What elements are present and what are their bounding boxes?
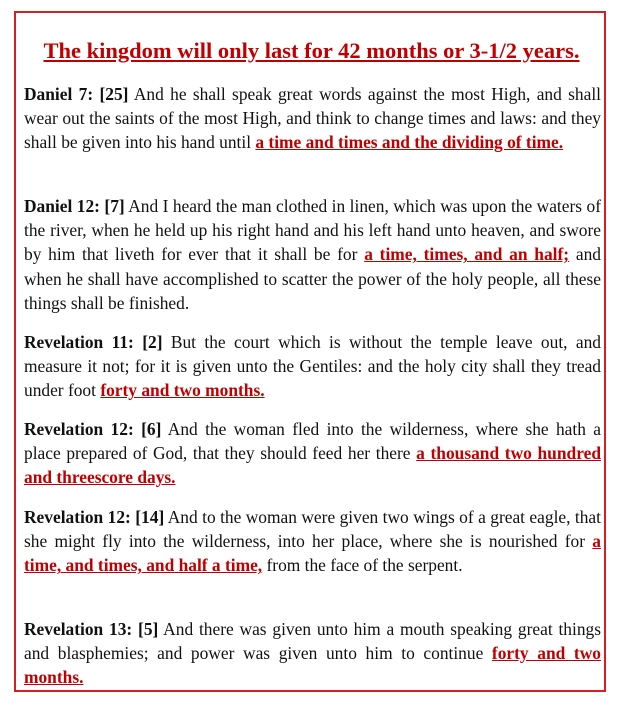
page-title: The kingdom will only last for 42 months or 3-1/2 years. bbox=[43, 38, 580, 63]
verse-highlight: a time, times, and an half; bbox=[364, 244, 570, 265]
verse-book: Daniel 12: bbox=[24, 196, 100, 216]
verse-revelation-11-2 bbox=[24, 330, 601, 403]
verse-text-after: from the face of the serpent. bbox=[262, 555, 463, 576]
verse-highlight: a thousand two hundred and threescore days. bbox=[24, 443, 601, 488]
verse-text: And to the woman were given two wings of a great eagle, that she might fly into the wilderness, into her place, where she is nourished for bbox=[24, 507, 601, 552]
verse-text: And I heard the man clothed in linen, which was upon the waters of the river, when he held up his right hand and his left hand unto heaven, and swore by him that liveth for ever that it shall be for bbox=[24, 196, 601, 265]
verse-text: And there was given unto him a mouth speaking great things and blasphemies; and power was given unto him to continue bbox=[24, 619, 601, 664]
verse-book: Daniel 7: bbox=[24, 84, 94, 104]
verse-text: But the court which is without the temple leave out, and measure it not; for it is given unto the Gentiles: and the holy city shall they tread under foot bbox=[24, 332, 601, 401]
verse-book: Revelation 13: bbox=[24, 619, 133, 639]
verse-number: [25] bbox=[99, 84, 129, 104]
verse-reference bbox=[24, 84, 128, 104]
verse-text: And he shall speak great words against the most High, and shall wear out the saints of the most High, and think to change times and laws: and they shall be given into his hand until bbox=[24, 84, 601, 153]
verse-book: Revelation 12: bbox=[24, 419, 134, 439]
verse-number: [7] bbox=[104, 196, 125, 216]
verse-revelation-13-5 bbox=[24, 617, 601, 690]
verse-revelation-12-14 bbox=[24, 505, 601, 578]
verse-daniel-12-7 bbox=[24, 194, 601, 315]
verse-highlight: a time, and times, and half a time, bbox=[24, 531, 601, 576]
verse-number: [5] bbox=[138, 619, 159, 639]
verse-book: Revelation 12: bbox=[24, 507, 131, 527]
verse-number: [6] bbox=[141, 419, 162, 439]
verse-reference bbox=[24, 419, 161, 439]
verse-highlight: forty and two months. bbox=[100, 380, 265, 401]
verse-reference bbox=[24, 507, 164, 527]
verse-number: [2] bbox=[142, 332, 163, 352]
verse-highlight: a time and times and the dividing of time. bbox=[255, 132, 564, 153]
verse-number: [14] bbox=[135, 507, 165, 527]
verse-reference bbox=[24, 196, 125, 216]
verse-text-after: and when he shall have accomplished to scatter the power of the holy people, all these things shall be finished. bbox=[24, 244, 601, 313]
verse-text: And the woman fled into the wilderness, where she hath a place prepared of God, that they should feed her there bbox=[24, 419, 601, 464]
verse-book: Revelation 11: bbox=[24, 332, 134, 352]
verse-revelation-12-6 bbox=[24, 417, 601, 490]
verse-daniel-7-25 bbox=[24, 82, 601, 155]
verse-reference bbox=[24, 619, 158, 639]
verse-reference bbox=[24, 332, 163, 352]
verse-highlight: forty and two months. bbox=[24, 643, 601, 688]
